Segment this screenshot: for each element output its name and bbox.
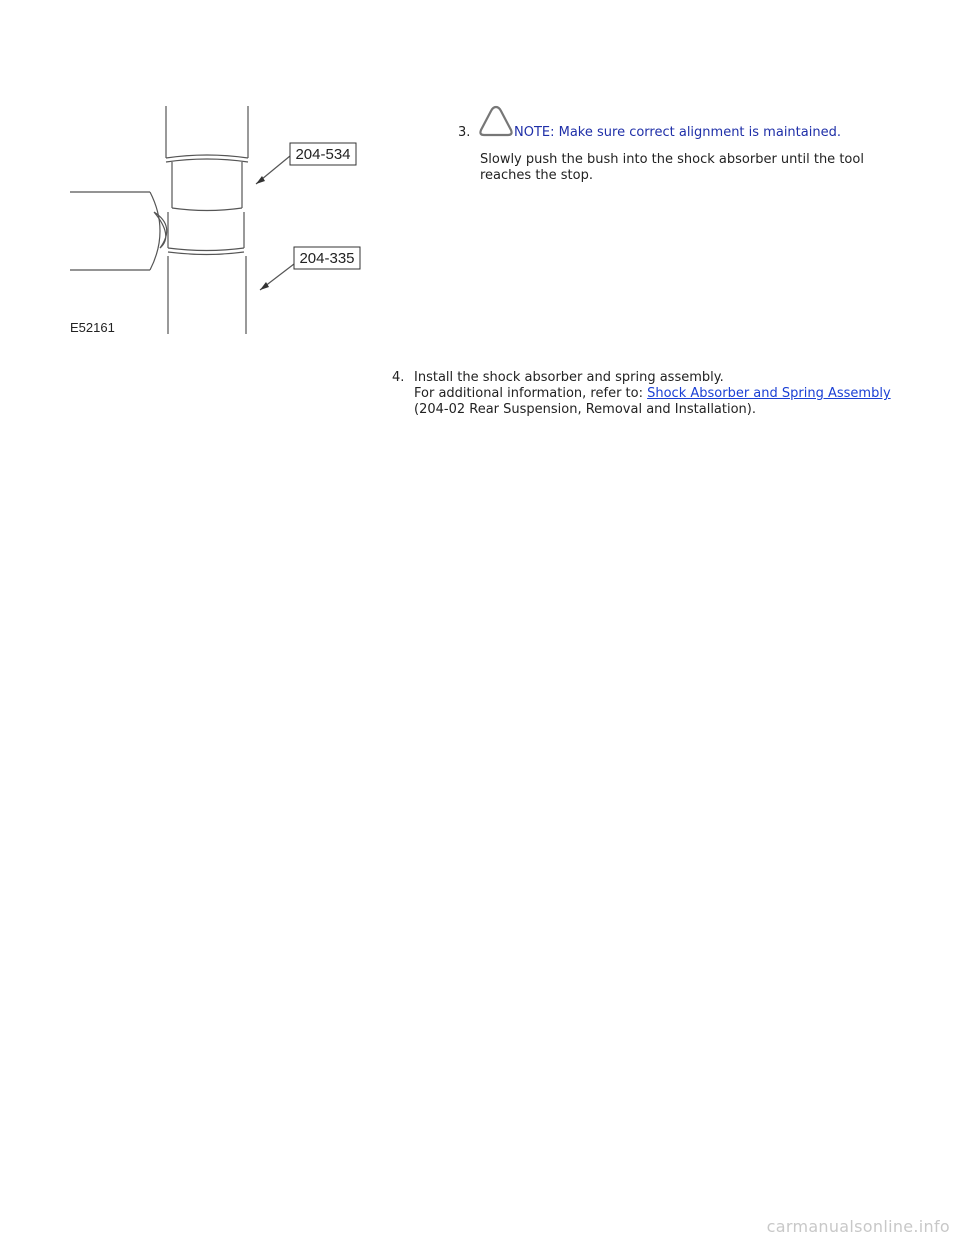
callout-204-534: 204-534 (295, 146, 351, 163)
step-3-body: Slowly push the bush into the shock absorber until the tool reaches the stop. (480, 152, 864, 183)
figure-id: E52161 (70, 320, 115, 335)
step-3-number: 3. (458, 125, 471, 140)
watermark-footer: carmanualsonline.info (766, 1217, 950, 1236)
shock-absorber-spring-assembly-link[interactable]: Shock Absorber and Spring Assembly (647, 386, 891, 401)
warning-triangle-icon (478, 104, 514, 138)
illustration-graphic (66, 100, 366, 340)
callout-204-335: 204-335 (299, 250, 355, 267)
reference-prefix: For additional information, refer to: (414, 386, 648, 401)
step-4-number: 4. (392, 370, 405, 385)
shock-absorber-bush-illustration (66, 100, 366, 340)
reference-suffix: (204-02 Rear Suspension, Removal and Installation). (414, 402, 756, 417)
reference-line (414, 386, 924, 402)
step-4-instruction: Install the shock absorber and spring assembly. (414, 370, 724, 385)
note-text: NOTE: Make sure correct alignment is maintained. (514, 125, 841, 140)
